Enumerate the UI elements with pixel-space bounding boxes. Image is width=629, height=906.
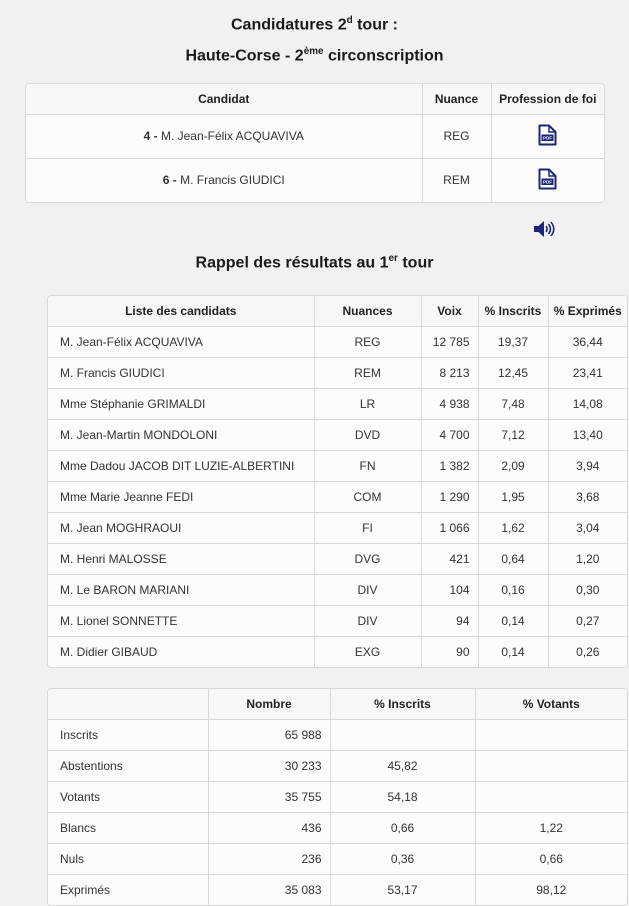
result-nuance: COM	[314, 481, 421, 512]
participation-pct-inscrits	[330, 719, 475, 750]
table-row	[48, 512, 627, 543]
table-row	[48, 843, 627, 874]
participation-label: Exprimés	[48, 874, 208, 905]
col-header-pct-inscrits: % Inscrits	[330, 689, 475, 720]
pdf-file-icon	[538, 168, 557, 190]
result-pct-inscrits: 7,48	[478, 388, 548, 419]
result-candidate-name: M. Francis GIUDICI	[48, 357, 314, 388]
table-row	[48, 812, 627, 843]
col-header-liste-candidats: Liste des candidats	[48, 296, 314, 327]
col-header-nombre: Nombre	[208, 689, 330, 720]
result-nuance: DVG	[314, 543, 421, 574]
result-pct-inscrits: 0,14	[478, 605, 548, 636]
result-candidate-name: M. Didier GIBAUD	[48, 636, 314, 667]
participation-pct-votants: 1,22	[475, 812, 627, 843]
participation-label: Blancs	[48, 812, 208, 843]
result-pct-exprimes: 3,68	[548, 481, 627, 512]
col-header-pct-votants: % Votants	[475, 689, 627, 720]
result-candidate-name: M. Le BARON MARIANI	[48, 574, 314, 605]
col-header-nuance: Nuance	[422, 84, 491, 115]
result-candidate-name: M. Henri MALOSSE	[48, 543, 314, 574]
result-nuance: LR	[314, 388, 421, 419]
candidate-row	[26, 114, 604, 158]
result-voix: 90	[421, 636, 478, 667]
audio-button[interactable]	[532, 219, 556, 239]
col-header-nuances: Nuances	[314, 296, 421, 327]
result-voix: 1 066	[421, 512, 478, 543]
participation-label: Nuls	[48, 843, 208, 874]
result-voix: 4 938	[421, 388, 478, 419]
result-pct-inscrits: 12,45	[478, 357, 548, 388]
result-nuance: DIV	[314, 574, 421, 605]
result-pct-exprimes: 1,20	[548, 543, 627, 574]
participation-pct-inscrits: 45,82	[330, 750, 475, 781]
participation-nombre: 236	[208, 843, 330, 874]
participation-nombre: 436	[208, 812, 330, 843]
table-row	[48, 750, 627, 781]
table-row	[48, 543, 627, 574]
candidate-nuance-cell: REG	[422, 114, 491, 158]
candidate-name: M. Francis GIUDICI	[180, 173, 285, 188]
result-nuance: FN	[314, 450, 421, 481]
result-voix: 104	[421, 574, 478, 605]
table-row	[48, 388, 627, 419]
results-table	[47, 295, 628, 668]
table-row	[48, 357, 627, 388]
table-row	[48, 781, 627, 812]
profession-de-foi-pdf-link[interactable]	[538, 124, 557, 146]
table-row	[48, 605, 627, 636]
participation-table	[47, 688, 628, 906]
participation-header-row	[48, 689, 627, 720]
result-candidate-name: M. Jean MOGHRAOUI	[48, 512, 314, 543]
results-header-row	[48, 296, 627, 327]
result-pct-exprimes: 0,30	[548, 574, 627, 605]
result-voix: 94	[421, 605, 478, 636]
result-pct-exprimes: 0,26	[548, 636, 627, 667]
participation-pct-votants	[475, 719, 627, 750]
result-candidate-name: M. Jean-Martin MONDOLONI	[48, 419, 314, 450]
col-header-pct-inscrits: % Inscrits	[478, 296, 548, 327]
participation-pct-inscrits: 53,17	[330, 874, 475, 905]
table-row	[48, 450, 627, 481]
result-voix: 12 785	[421, 326, 478, 357]
table-row	[48, 419, 627, 450]
candidate-nuance-cell: REM	[422, 158, 491, 202]
participation-nombre: 35 755	[208, 781, 330, 812]
result-pct-inscrits: 7,12	[478, 419, 548, 450]
table-row	[48, 326, 627, 357]
result-voix: 4 700	[421, 419, 478, 450]
participation-pct-votants	[475, 750, 627, 781]
result-pct-exprimes: 3,94	[548, 450, 627, 481]
participation-nombre: 30 233	[208, 750, 330, 781]
participation-pct-inscrits: 0,36	[330, 843, 475, 874]
table-row	[48, 481, 627, 512]
candidate-name-cell	[26, 158, 422, 202]
result-nuance: REM	[314, 357, 421, 388]
result-pct-exprimes: 0,27	[548, 605, 627, 636]
candidate-name-cell	[26, 114, 422, 158]
candidates-header-row	[26, 84, 604, 115]
result-voix: 8 213	[421, 357, 478, 388]
result-candidate-name: M. Jean-Félix ACQUAVIVA	[48, 326, 314, 357]
candidate-row	[26, 158, 604, 202]
result-nuance: DVD	[314, 419, 421, 450]
candidate-pdf-cell	[491, 114, 604, 158]
speaker-icon	[532, 219, 556, 239]
svg-text:PDF: PDF	[543, 179, 553, 185]
result-pct-inscrits: 19,37	[478, 326, 548, 357]
result-voix: 421	[421, 543, 478, 574]
participation-nombre: 65 988	[208, 719, 330, 750]
candidates-table	[25, 83, 605, 203]
col-header-profession-de-foi: Profession de foi	[491, 84, 604, 115]
result-candidate-name: Mme Marie Jeanne FEDI	[48, 481, 314, 512]
participation-pct-votants	[475, 781, 627, 812]
candidate-pdf-cell	[491, 158, 604, 202]
result-pct-exprimes: 13,40	[548, 419, 627, 450]
table-row	[48, 636, 627, 667]
participation-label: Abstentions	[48, 750, 208, 781]
result-candidate-name: Mme Dadou JACOB DIT LUZIE-ALBERTINI	[48, 450, 314, 481]
results-heading: Rappel des résultats au 1er tour	[195, 252, 434, 271]
participation-pct-votants: 98,12	[475, 874, 627, 905]
result-pct-inscrits: 1,62	[478, 512, 548, 543]
result-pct-inscrits: 2,09	[478, 450, 548, 481]
participation-label: Inscrits	[48, 719, 208, 750]
result-nuance: REG	[314, 326, 421, 357]
audio-row	[0, 218, 556, 240]
page-title	[0, 0, 629, 70]
result-candidate-name: M. Lionel SONNETTE	[48, 605, 314, 636]
result-nuance: FI	[314, 512, 421, 543]
result-voix: 1 290	[421, 481, 478, 512]
col-header-pct-exprimes: % Exprimés	[548, 296, 627, 327]
result-pct-exprimes: 3,04	[548, 512, 627, 543]
result-voix: 1 382	[421, 450, 478, 481]
result-pct-inscrits: 0,64	[478, 543, 548, 574]
candidate-number: 4 -	[143, 129, 161, 144]
participation-nombre: 35 083	[208, 874, 330, 905]
col-header-voix: Voix	[421, 296, 478, 327]
participation-pct-inscrits: 54,18	[330, 781, 475, 812]
col-header-candidat: Candidat	[26, 84, 422, 115]
result-pct-inscrits: 0,14	[478, 636, 548, 667]
result-pct-inscrits: 0,16	[478, 574, 548, 605]
pdf-file-icon	[538, 124, 557, 146]
participation-label: Votants	[48, 781, 208, 812]
result-nuance: EXG	[314, 636, 421, 667]
svg-text:PDF: PDF	[543, 135, 553, 141]
page-title-line1: Candidatures 2$^d$ tour :	[231, 15, 398, 34]
result-nuance: DIV	[314, 605, 421, 636]
table-row	[48, 874, 627, 905]
profession-de-foi-pdf-link[interactable]	[538, 168, 557, 190]
result-pct-inscrits: 1,95	[478, 481, 548, 512]
candidate-name: M. Jean-Félix ACQUAVIVA	[160, 129, 304, 144]
participation-pct-inscrits: 0,66	[330, 812, 475, 843]
table-row	[48, 719, 627, 750]
participation-pct-votants: 0,66	[475, 843, 627, 874]
col-header-empty	[48, 689, 208, 720]
result-pct-exprimes: 23,41	[548, 357, 627, 388]
result-candidate-name: Mme Stéphanie GRIMALDI	[48, 388, 314, 419]
table-row	[48, 574, 627, 605]
result-pct-exprimes: 36,44	[548, 326, 627, 357]
page-title-line2: Haute-Corse - 2ème circonscription	[185, 46, 444, 65]
result-pct-exprimes: 14,08	[548, 388, 627, 419]
candidate-number: 6 -	[162, 173, 181, 188]
